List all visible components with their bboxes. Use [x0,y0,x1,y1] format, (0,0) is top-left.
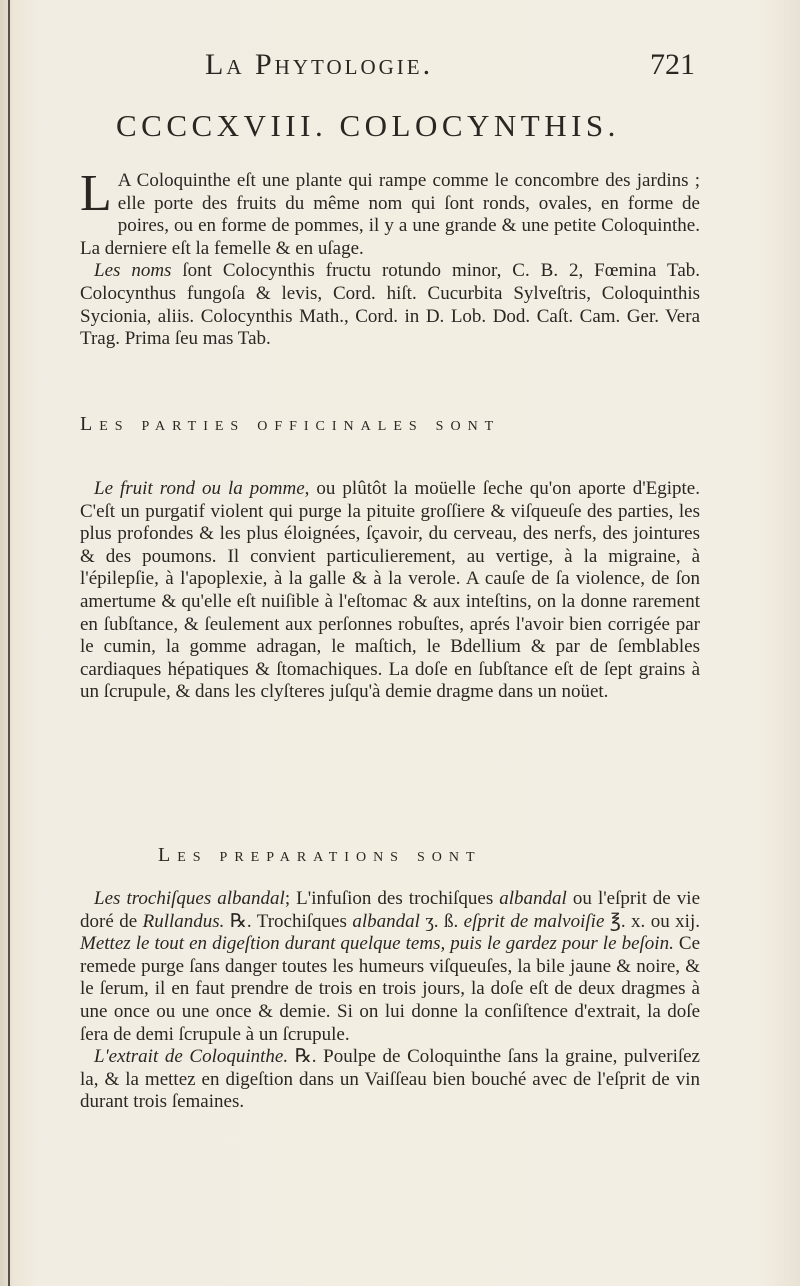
officinal-text: , ou plûtôt la moüelle ſeche qu'on aporte d'Egipte. C'eſt un purgatif violent qui purge la pituite groſſiere & viſqueuſe des parties, les plus profondes & les plus éloignées, ſçavoir, du cerveau, des nerfs, des jointures & des poumons. Il convient particulierement, au vertige, à la migraine, à l'épilepſie, à l'apoplexie, à la galle & à la verole. A cauſe de ſa violence, de ſon amertume & qu'elle eſt nuiſible à l'eſtomac & aux inteſtins, on la donne rarement en ſubſtance, & ſeulement aux perſonnes robuſtes, aprés l'avoir bien corrigée par le cumin, la gomme adragan, le maſtich, le Bdellium & par de ſemblables cardiaques hépatiques & ſtomachiques. La doſe en ſubſtance eſt de ſept grains à un ſcrupule, & dans les clyſteres juſqu'à demie dragme dans un noüet. [80,478,700,703]
prep1-text-f: Ce remede purge ſans danger toutes les humeurs viſqueuſes, la bile jaune & noire, & le ſerum, il en faut prendre de trois en trois jours, la doſe eſt de deux dragmes à une once ou une once & demie. Si on lui donne la conſiſtence d'extrait, la doſe ſera de demi ſcrupule à un ſcrupule. [80,933,700,1045]
preparations-block [80,888,700,1114]
preparation-paragraph-2 [80,1046,700,1114]
officinal-lead: Le fruit rond ou la pomme [94,478,305,499]
names-label: Les noms [94,260,172,282]
officinal-paragraph [80,478,700,704]
book-gutter [8,0,10,1286]
prep1-text-d: ʒ. ß. [425,910,459,932]
prep1-text-e: ℥. x. ou xij. [609,910,700,932]
prep1-text-c: ℞. Trochiſques [229,910,347,932]
officinal-block [80,478,700,704]
running-title: La Phytologie. [205,48,434,81]
prep1-text-b: ou l'eſprit de vie doré de [80,888,701,932]
prep1-italic-5: Mettez le tout en digeſtion durant quelque tems, puis le gardez pour le beſoin. [80,933,674,955]
intro-paragraph [80,165,700,260]
article-title: CCCCXVIII. COLOCYNTHIS. [116,108,620,143]
page-number: 721 [650,48,695,81]
prep1-italic-4: eſprit de malvoiſie [463,910,605,932]
section-heading-preparations: Les preparations sont [158,844,482,866]
prep1-italic-3: albandal [352,910,420,932]
names-paragraph [80,260,700,350]
section-heading-officinal: Les parties officinales sont [80,413,501,435]
prep1-text-a: ; L'infuſion des trochiſques [284,888,494,909]
intro-text: A Coloquinthe eſt une plante qui rampe comme le concombre des jardins ; elle porte des fruits du même nom qui ſont ronds, ovales, en forme de poires, ou en forme de pommes, il y a une grande & une petite Coloquinthe. La derniere eſt la femelle & en uſage. [80,170,700,259]
prep1-italic-2: Rullandus. [142,910,225,932]
preparation-paragraph-1 [80,888,700,1046]
names-text: ſont Colocynthis fructu rotundo minor, C. B. 2, Fœmina Tab. Colocynthus fungoſa & levis, Cord. hiſt. Cucurbita Sylveſtris, Coloquinthis Sycionia, aliis. Colocynthis Math., Cord. in D. Lob. Dod. Caſt. Cam. Ger. Vera Trag. Prima ſeu mas Tab. [80,260,701,350]
drop-cap: L [80,165,112,222]
prep2-text: ℞. Poulpe de Coloquinthe ſans la graine, pulveriſez la, & la mettez en digeſtion dans un Vaiſſeau bien bouché avec de l'eſprit de vin durant trois ſemaines. [80,1046,700,1113]
intro-block [80,165,701,351]
prep1-italic-1: albandal [499,888,567,909]
prep1-lead: Les trochiſques albandal [94,888,285,909]
running-head [0,48,800,92]
prep2-lead: L'extrait de Coloquinthe. [94,1046,289,1068]
